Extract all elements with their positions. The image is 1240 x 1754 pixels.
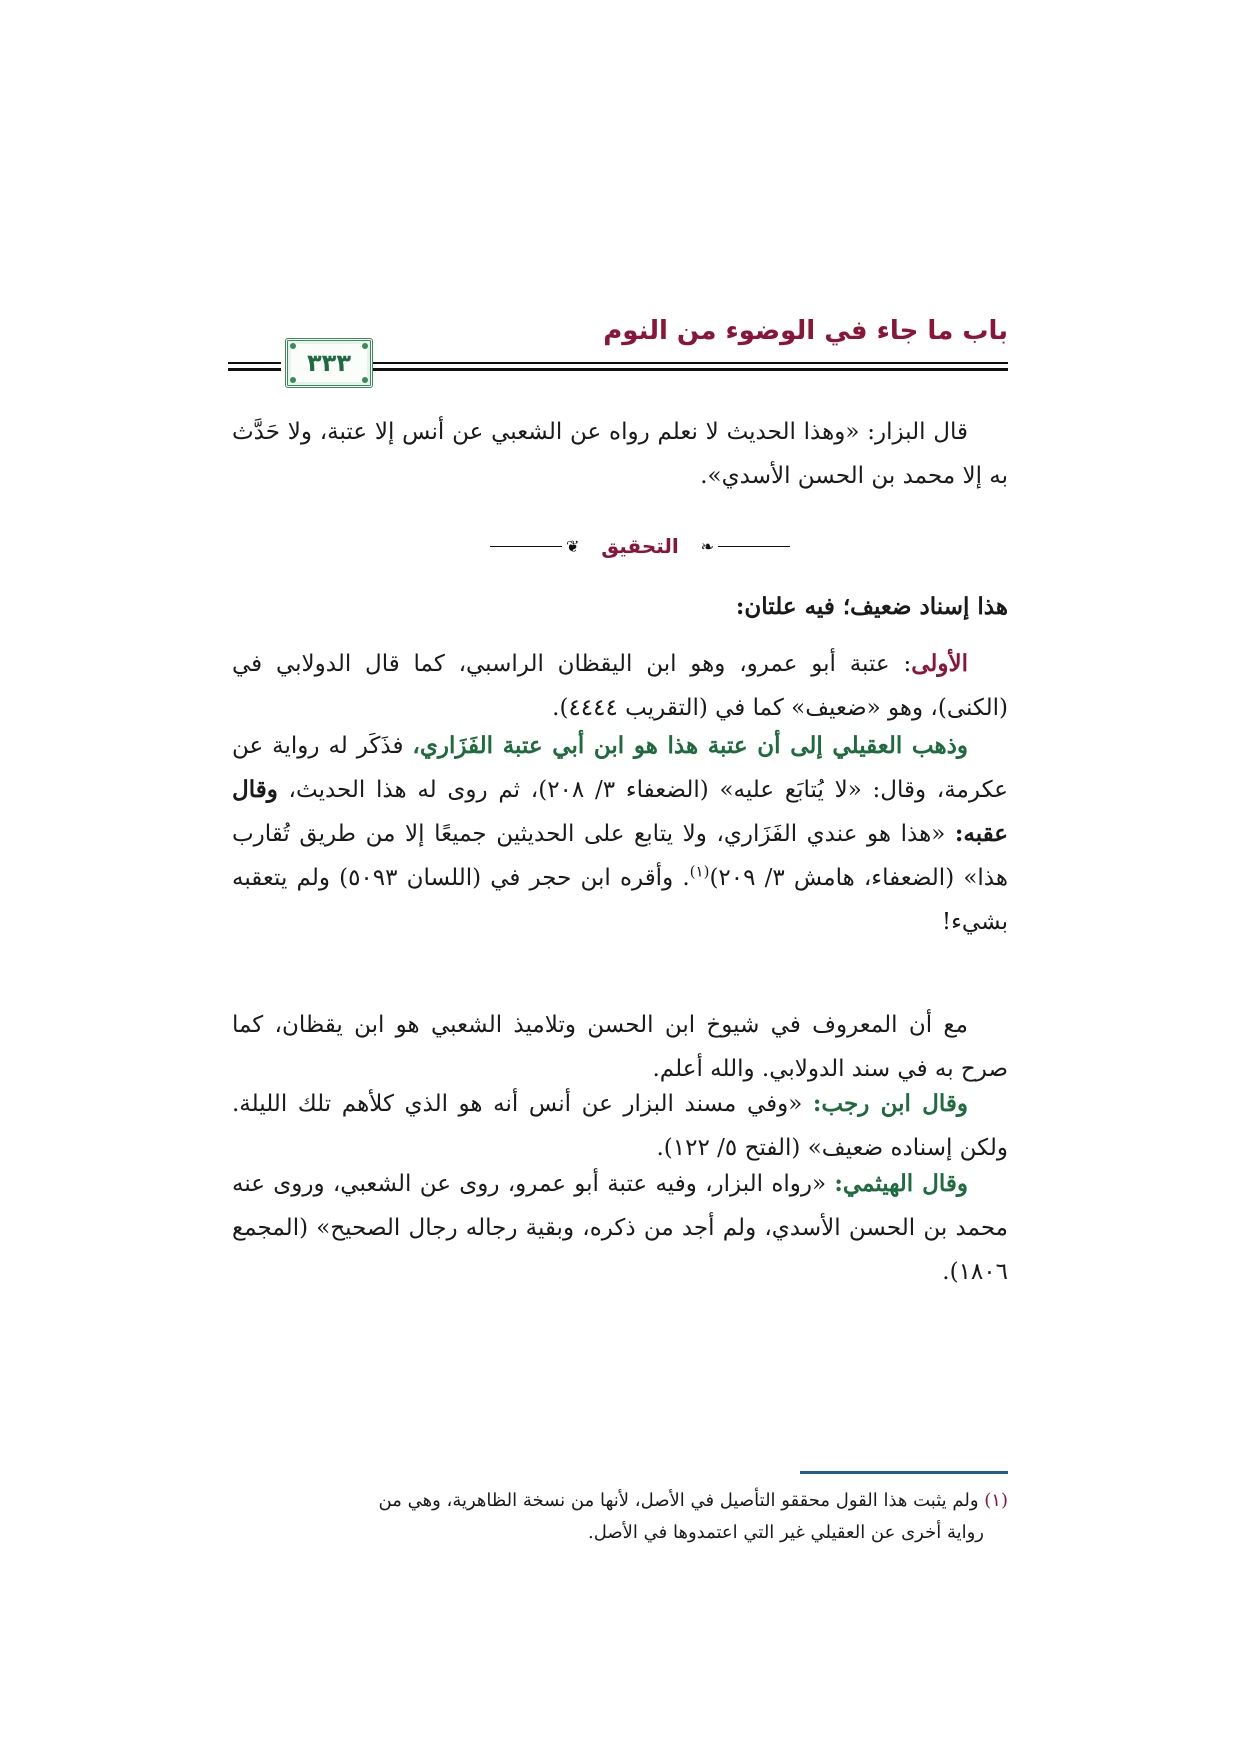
footnote — [232, 1485, 1008, 1549]
paragraph-haythami — [232, 1162, 1008, 1294]
paragraph-first-defect — [232, 642, 1008, 730]
footnote-separator — [800, 1471, 1008, 1474]
section-title: التحقيق — [601, 534, 679, 558]
page-number-frame — [285, 338, 373, 388]
footnote-marker: (١) — [984, 1490, 1008, 1511]
haythami-text: «رواه البزار، وفيه عتبة أبو عمرو، روى عن الشعبي، وروى عنه محمد بن الحسن الأسدي، ولم أجد من ذكره، وبقية رجاله رجال الصحيح» (المجمع ١٨٠٦). — [232, 1171, 1008, 1285]
uqayli-text-1: فذَكَر له رواية عن عكرمة، وقال: «لا يُتابَع عليه» (الضعفاء ٣/ ٢٠٨)، ثم روى له هذا الحديث، — [232, 733, 1008, 803]
header-rule-left-thick — [228, 368, 281, 371]
paragraph-isnad-weak: هذا إسناد ضعيف؛ فيه علتان: — [735, 593, 1008, 620]
divider-line — [718, 546, 790, 547]
footnote-text-1: ولم يثبت هذا القول محققو التأصيل في الأصل، لأنها من نسخة الظاهرية، وهي من — [378, 1490, 985, 1511]
footnote-text-2: رواية أخرى عن العقيلي غير التي اعتمدوها في الأصل. — [588, 1522, 984, 1543]
uqayli-text-2: «هذا هو عندي الفَزَاري، ولا يتابع على الحديثين جميعًا إلا من طريق تُقارب هذا» (الضعفاء، هامش ٣/ ٢٠٩) — [232, 821, 1008, 891]
frame-ornament-icon — [290, 377, 296, 383]
frame-ornament-icon — [362, 343, 368, 349]
page-number: ٣٣٣ — [307, 349, 351, 377]
header-rule — [373, 362, 1008, 364]
ibn-rajab-text: «وفي مسند البزار عن أنس أنه هو الذي كلأهم تلك الليلة. ولكن إسناده ضعيف» (الفتح ٥/ ١٢٢). — [232, 1091, 1008, 1161]
frame-ornament-icon — [290, 343, 296, 349]
uqayli-bold: وقال عقبه: — [232, 776, 1008, 847]
uqayli-lead: وذهب العقيلي إلى أن عتبة هذا هو ابن أبي عتبة الفَزَاري، — [412, 732, 968, 759]
running-header-title: باب ما جاء في الوضوء من النوم — [603, 316, 1008, 346]
ibn-rajab-lead: وقال ابن رجب: — [812, 1090, 969, 1117]
paragraph-uqayli — [232, 724, 1008, 944]
paragraph-ibn-rajab — [232, 1082, 1008, 1170]
paragraph-bazzar-quote: قال البزار: «وهذا الحديث لا نعلم رواه عن الشعبي عن أنس إلا عتبة، ولا حَدَّث به إلا محمد بن الحسن الأسدي». — [232, 419, 1008, 489]
uqayli-text-3: . وأقره ابن حجر في (اللسان ٥٠٩٣) ولم يتعقبه بشيء! — [232, 865, 1008, 935]
header-rule-left — [228, 362, 281, 364]
paragraph-known-teachers: مع أن المعروف في شيوخ ابن الحسن وتلاميذ الشعبي هو ابن يقظان، كما صرح به في سند الدولابي. والله أعلم. — [232, 1012, 1008, 1082]
section-divider — [490, 534, 790, 558]
header-rule-thick — [373, 368, 1008, 371]
first-defect-text: : عتبة أبو عمرو، وهو ابن اليقظان الراسبي، كما قال الدولابي في (الكنى)، وهو «ضعيف» كما في (التقريب ٤٤٤٤). — [232, 651, 1008, 721]
haythami-lead: وقال الهيثمي: — [834, 1170, 968, 1197]
flourish-icon: ❧ — [700, 537, 714, 556]
frame-ornament-icon — [362, 377, 368, 383]
flourish-icon: ❦ — [566, 537, 580, 556]
first-defect-label: الأولى — [911, 650, 968, 677]
footnote-reference[interactable]: (١) — [689, 862, 710, 881]
